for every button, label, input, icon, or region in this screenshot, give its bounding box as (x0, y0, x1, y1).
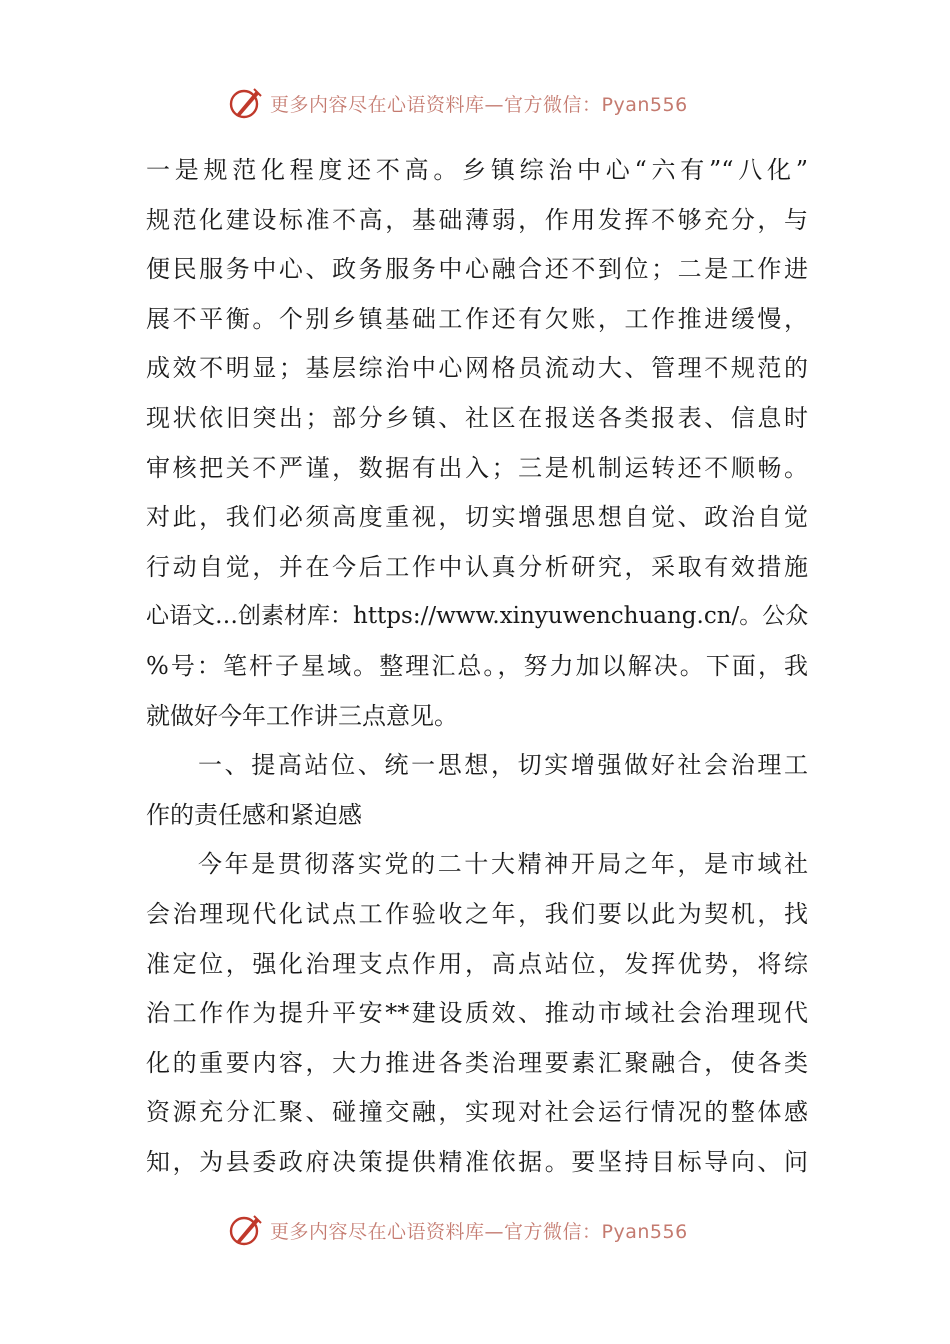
body-line-url: 心语文…创素材库：https://www.xinyuwenchuang.cn/。公众 (146, 603, 809, 630)
section-heading-cont: 作的责任感和紧迫感 (146, 800, 362, 829)
body-line: 规范化建设标准不高，基础薄弱，作用发挥不够充分，与 (146, 205, 808, 234)
body-line: 便民服务中心、政务服务中心融合还不到位；二是工作进 (146, 255, 808, 284)
quill-pen-logo-icon (228, 85, 264, 121)
body-line: 今年是贯彻落实党的二十大精神开局之年，是市域社 (198, 850, 808, 879)
header-banner (228, 83, 688, 123)
header-banner-text: 更多内容尽在心语资料库—官方微信：Pyan556 (270, 93, 688, 116)
body-line: 治工作作为提升平安**建设质效、推动市域社会治理现代 (146, 999, 808, 1028)
body-line: 就做好今年工作讲三点意见。 (146, 701, 458, 730)
body-line: 行动自觉，并在今后工作中认真分析研究，采取有效措施 (146, 552, 808, 581)
body-line: %号：笔杆子星域。整理汇总。，努力加以解决。下面，我 (146, 651, 808, 680)
quill-pen-logo-icon (228, 1212, 264, 1248)
footer-banner-text: 更多内容尽在心语资料库—官方微信：Pyan556 (270, 1220, 688, 1243)
body-line: 现状依旧突出；部分乡镇、社区在报送各类报表、信息时 (146, 403, 808, 432)
body-line: 知，为县委政府决策提供精准依据。要坚持目标导向、问 (146, 1147, 808, 1176)
section-heading: 一、提高站位、统一思想，切实增强做好社会治理工 (198, 751, 808, 780)
footer-banner (228, 1210, 688, 1250)
body-line: 化的重要内容，大力推进各类治理要素汇聚融合，使各类 (146, 1048, 808, 1077)
body-line: 对此，我们必须高度重视，切实增强思想自觉、政治自觉 (146, 503, 808, 532)
body-line: 一是规范化程度还不高。乡镇综治中心“六有”“八化” (146, 156, 808, 184)
body-line: 会治理现代化试点工作验收之年，我们要以此为契机，找 (146, 899, 808, 928)
body-line: 展不平衡。个别乡镇基础工作还有欠账，工作推进缓慢， (146, 304, 808, 333)
body-line: 成效不明显；基层综治中心网格员流动大、管理不规范的 (146, 354, 808, 383)
body-line: 资源充分汇聚、碰撞交融，实现对社会运行情况的整体感 (146, 1098, 808, 1127)
document-body (146, 146, 808, 1187)
body-line: 审核把关不严谨，数据有出入；三是机制运转还不顺畅。 (146, 453, 808, 482)
body-line: 准定位，强化治理支点作用，高点站位，发挥优势，将综 (146, 949, 808, 978)
